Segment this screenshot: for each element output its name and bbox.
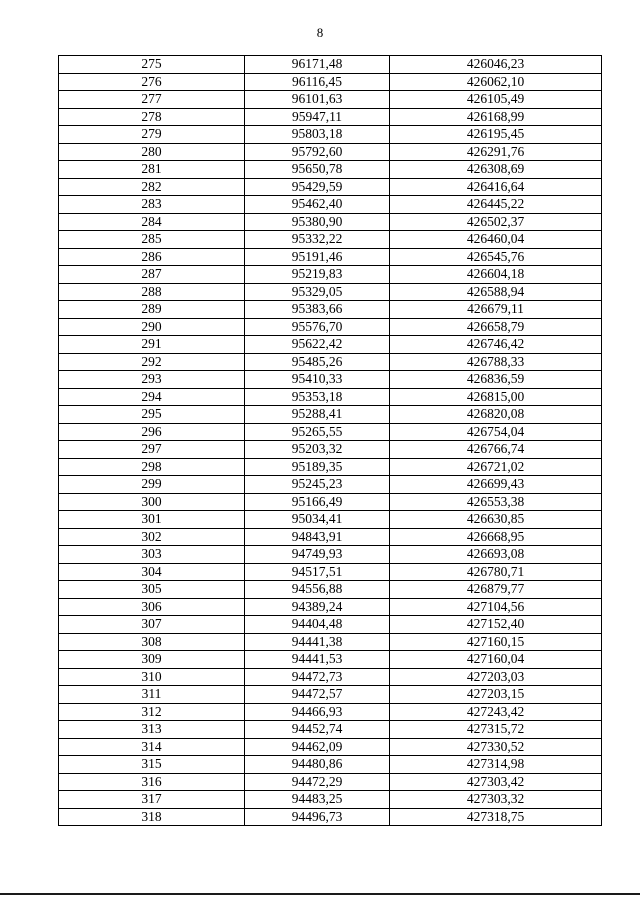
y-coordinate-cell: 426630,85 <box>390 511 602 529</box>
table-row <box>59 808 602 826</box>
x-coordinate-cell: 95462,40 <box>245 196 390 214</box>
x-coordinate-cell: 94480,86 <box>245 756 390 774</box>
x-coordinate-cell: 94749,93 <box>245 546 390 564</box>
y-coordinate-cell: 426658,79 <box>390 318 602 336</box>
table-row <box>59 406 602 424</box>
x-coordinate-cell: 94556,88 <box>245 581 390 599</box>
table-row <box>59 318 602 336</box>
table-row <box>59 353 602 371</box>
x-coordinate-cell: 95265,55 <box>245 423 390 441</box>
y-coordinate-cell: 426553,38 <box>390 493 602 511</box>
point-number-cell: 299 <box>59 476 245 494</box>
table-row <box>59 126 602 144</box>
point-number-cell: 297 <box>59 441 245 459</box>
table-row <box>59 616 602 634</box>
table-row <box>59 336 602 354</box>
y-coordinate-cell: 426693,08 <box>390 546 602 564</box>
point-number-cell: 314 <box>59 738 245 756</box>
point-number-cell: 275 <box>59 56 245 74</box>
y-coordinate-cell: 426445,22 <box>390 196 602 214</box>
point-number-cell: 317 <box>59 791 245 809</box>
x-coordinate-cell: 95485,26 <box>245 353 390 371</box>
point-number-cell: 312 <box>59 703 245 721</box>
table-row <box>59 581 602 599</box>
y-coordinate-cell: 427160,04 <box>390 651 602 669</box>
table-row <box>59 371 602 389</box>
point-number-cell: 311 <box>59 686 245 704</box>
point-number-cell: 284 <box>59 213 245 231</box>
x-coordinate-cell: 95189,35 <box>245 458 390 476</box>
table-row <box>59 738 602 756</box>
y-coordinate-cell: 426545,76 <box>390 248 602 266</box>
x-coordinate-cell: 94441,38 <box>245 633 390 651</box>
table-row <box>59 598 602 616</box>
point-number-cell: 302 <box>59 528 245 546</box>
x-coordinate-cell: 95792,60 <box>245 143 390 161</box>
y-coordinate-cell: 426291,76 <box>390 143 602 161</box>
y-coordinate-cell: 426308,69 <box>390 161 602 179</box>
x-coordinate-cell: 95429,59 <box>245 178 390 196</box>
point-number-cell: 285 <box>59 231 245 249</box>
coordinates-table <box>58 55 602 826</box>
table-row <box>59 143 602 161</box>
point-number-cell: 293 <box>59 371 245 389</box>
point-number-cell: 286 <box>59 248 245 266</box>
table-row <box>59 301 602 319</box>
table-row <box>59 178 602 196</box>
x-coordinate-cell: 94404,48 <box>245 616 390 634</box>
table-row <box>59 56 602 74</box>
table-row <box>59 458 602 476</box>
x-coordinate-cell: 95332,22 <box>245 231 390 249</box>
point-number-cell: 279 <box>59 126 245 144</box>
point-number-cell: 294 <box>59 388 245 406</box>
table-row <box>59 283 602 301</box>
x-coordinate-cell: 94462,09 <box>245 738 390 756</box>
y-coordinate-cell: 426502,37 <box>390 213 602 231</box>
point-number-cell: 307 <box>59 616 245 634</box>
point-number-cell: 300 <box>59 493 245 511</box>
point-number-cell: 287 <box>59 266 245 284</box>
point-number-cell: 288 <box>59 283 245 301</box>
point-number-cell: 280 <box>59 143 245 161</box>
y-coordinate-cell: 426168,99 <box>390 108 602 126</box>
x-coordinate-cell: 95383,66 <box>245 301 390 319</box>
point-number-cell: 283 <box>59 196 245 214</box>
table-row <box>59 266 602 284</box>
y-coordinate-cell: 426588,94 <box>390 283 602 301</box>
table-row <box>59 108 602 126</box>
x-coordinate-cell: 96116,45 <box>245 73 390 91</box>
point-number-cell: 296 <box>59 423 245 441</box>
y-coordinate-cell: 427203,03 <box>390 668 602 686</box>
x-coordinate-cell: 95803,18 <box>245 126 390 144</box>
y-coordinate-cell: 426668,95 <box>390 528 602 546</box>
y-coordinate-cell: 427160,15 <box>390 633 602 651</box>
y-coordinate-cell: 426746,42 <box>390 336 602 354</box>
y-coordinate-cell: 427315,72 <box>390 721 602 739</box>
point-number-cell: 305 <box>59 581 245 599</box>
y-coordinate-cell: 426416,64 <box>390 178 602 196</box>
point-number-cell: 308 <box>59 633 245 651</box>
x-coordinate-cell: 95947,11 <box>245 108 390 126</box>
x-coordinate-cell: 95329,05 <box>245 283 390 301</box>
x-coordinate-cell: 94517,51 <box>245 563 390 581</box>
x-coordinate-cell: 95191,46 <box>245 248 390 266</box>
y-coordinate-cell: 427303,42 <box>390 773 602 791</box>
y-coordinate-cell: 426679,11 <box>390 301 602 319</box>
point-number-cell: 295 <box>59 406 245 424</box>
point-number-cell: 304 <box>59 563 245 581</box>
x-coordinate-cell: 95245,23 <box>245 476 390 494</box>
table-row <box>59 546 602 564</box>
table-row <box>59 73 602 91</box>
y-coordinate-cell: 427330,52 <box>390 738 602 756</box>
y-coordinate-cell: 426766,74 <box>390 441 602 459</box>
y-coordinate-cell: 427104,56 <box>390 598 602 616</box>
table-row <box>59 773 602 791</box>
x-coordinate-cell: 94483,25 <box>245 791 390 809</box>
table-row <box>59 668 602 686</box>
x-coordinate-cell: 94452,74 <box>245 721 390 739</box>
y-coordinate-cell: 426820,08 <box>390 406 602 424</box>
table-row <box>59 721 602 739</box>
x-coordinate-cell: 95203,32 <box>245 441 390 459</box>
point-number-cell: 282 <box>59 178 245 196</box>
x-coordinate-cell: 95650,78 <box>245 161 390 179</box>
table-row <box>59 756 602 774</box>
point-number-cell: 306 <box>59 598 245 616</box>
table-body <box>59 56 602 826</box>
x-coordinate-cell: 94472,57 <box>245 686 390 704</box>
x-coordinate-cell: 96101,63 <box>245 91 390 109</box>
page-bottom-edge <box>0 893 640 895</box>
table-row <box>59 161 602 179</box>
x-coordinate-cell: 94441,53 <box>245 651 390 669</box>
x-coordinate-cell: 95622,42 <box>245 336 390 354</box>
point-number-cell: 309 <box>59 651 245 669</box>
x-coordinate-cell: 95380,90 <box>245 213 390 231</box>
y-coordinate-cell: 426062,10 <box>390 73 602 91</box>
point-number-cell: 278 <box>59 108 245 126</box>
table-row <box>59 441 602 459</box>
table-row <box>59 528 602 546</box>
x-coordinate-cell: 94466,93 <box>245 703 390 721</box>
point-number-cell: 313 <box>59 721 245 739</box>
table-row <box>59 703 602 721</box>
table-row <box>59 423 602 441</box>
x-coordinate-cell: 96171,48 <box>245 56 390 74</box>
table-row <box>59 196 602 214</box>
y-coordinate-cell: 426604,18 <box>390 266 602 284</box>
table-row <box>59 213 602 231</box>
x-coordinate-cell: 94472,73 <box>245 668 390 686</box>
y-coordinate-cell: 426754,04 <box>390 423 602 441</box>
y-coordinate-cell: 426721,02 <box>390 458 602 476</box>
y-coordinate-cell: 426879,77 <box>390 581 602 599</box>
point-number-cell: 301 <box>59 511 245 529</box>
x-coordinate-cell: 95410,33 <box>245 371 390 389</box>
point-number-cell: 318 <box>59 808 245 826</box>
x-coordinate-cell: 95219,83 <box>245 266 390 284</box>
x-coordinate-cell: 95288,41 <box>245 406 390 424</box>
x-coordinate-cell: 94389,24 <box>245 598 390 616</box>
point-number-cell: 315 <box>59 756 245 774</box>
table-row <box>59 231 602 249</box>
point-number-cell: 277 <box>59 91 245 109</box>
y-coordinate-cell: 426195,45 <box>390 126 602 144</box>
table-row <box>59 791 602 809</box>
table-row <box>59 686 602 704</box>
y-coordinate-cell: 427314,98 <box>390 756 602 774</box>
y-coordinate-cell: 427243,42 <box>390 703 602 721</box>
y-coordinate-cell: 426815,00 <box>390 388 602 406</box>
point-number-cell: 298 <box>59 458 245 476</box>
x-coordinate-cell: 94472,29 <box>245 773 390 791</box>
point-number-cell: 281 <box>59 161 245 179</box>
y-coordinate-cell: 426105,49 <box>390 91 602 109</box>
table-row <box>59 476 602 494</box>
table-row <box>59 563 602 581</box>
x-coordinate-cell: 95034,41 <box>245 511 390 529</box>
point-number-cell: 292 <box>59 353 245 371</box>
y-coordinate-cell: 426460,04 <box>390 231 602 249</box>
y-coordinate-cell: 427203,15 <box>390 686 602 704</box>
x-coordinate-cell: 95576,70 <box>245 318 390 336</box>
point-number-cell: 276 <box>59 73 245 91</box>
table-row <box>59 651 602 669</box>
point-number-cell: 290 <box>59 318 245 336</box>
y-coordinate-cell: 426046,23 <box>390 56 602 74</box>
x-coordinate-cell: 94843,91 <box>245 528 390 546</box>
point-number-cell: 303 <box>59 546 245 564</box>
x-coordinate-cell: 94496,73 <box>245 808 390 826</box>
y-coordinate-cell: 426788,33 <box>390 353 602 371</box>
x-coordinate-cell: 95166,49 <box>245 493 390 511</box>
y-coordinate-cell: 426699,43 <box>390 476 602 494</box>
table-row <box>59 91 602 109</box>
point-number-cell: 291 <box>59 336 245 354</box>
y-coordinate-cell: 426780,71 <box>390 563 602 581</box>
table-row <box>59 248 602 266</box>
table-row <box>59 388 602 406</box>
point-number-cell: 310 <box>59 668 245 686</box>
point-number-cell: 316 <box>59 773 245 791</box>
table-row <box>59 511 602 529</box>
table-row <box>59 493 602 511</box>
point-number-cell: 289 <box>59 301 245 319</box>
y-coordinate-cell: 427303,32 <box>390 791 602 809</box>
y-coordinate-cell: 427318,75 <box>390 808 602 826</box>
y-coordinate-cell: 427152,40 <box>390 616 602 634</box>
table-row <box>59 633 602 651</box>
x-coordinate-cell: 95353,18 <box>245 388 390 406</box>
y-coordinate-cell: 426836,59 <box>390 371 602 389</box>
page-number: 8 <box>316 25 324 40</box>
